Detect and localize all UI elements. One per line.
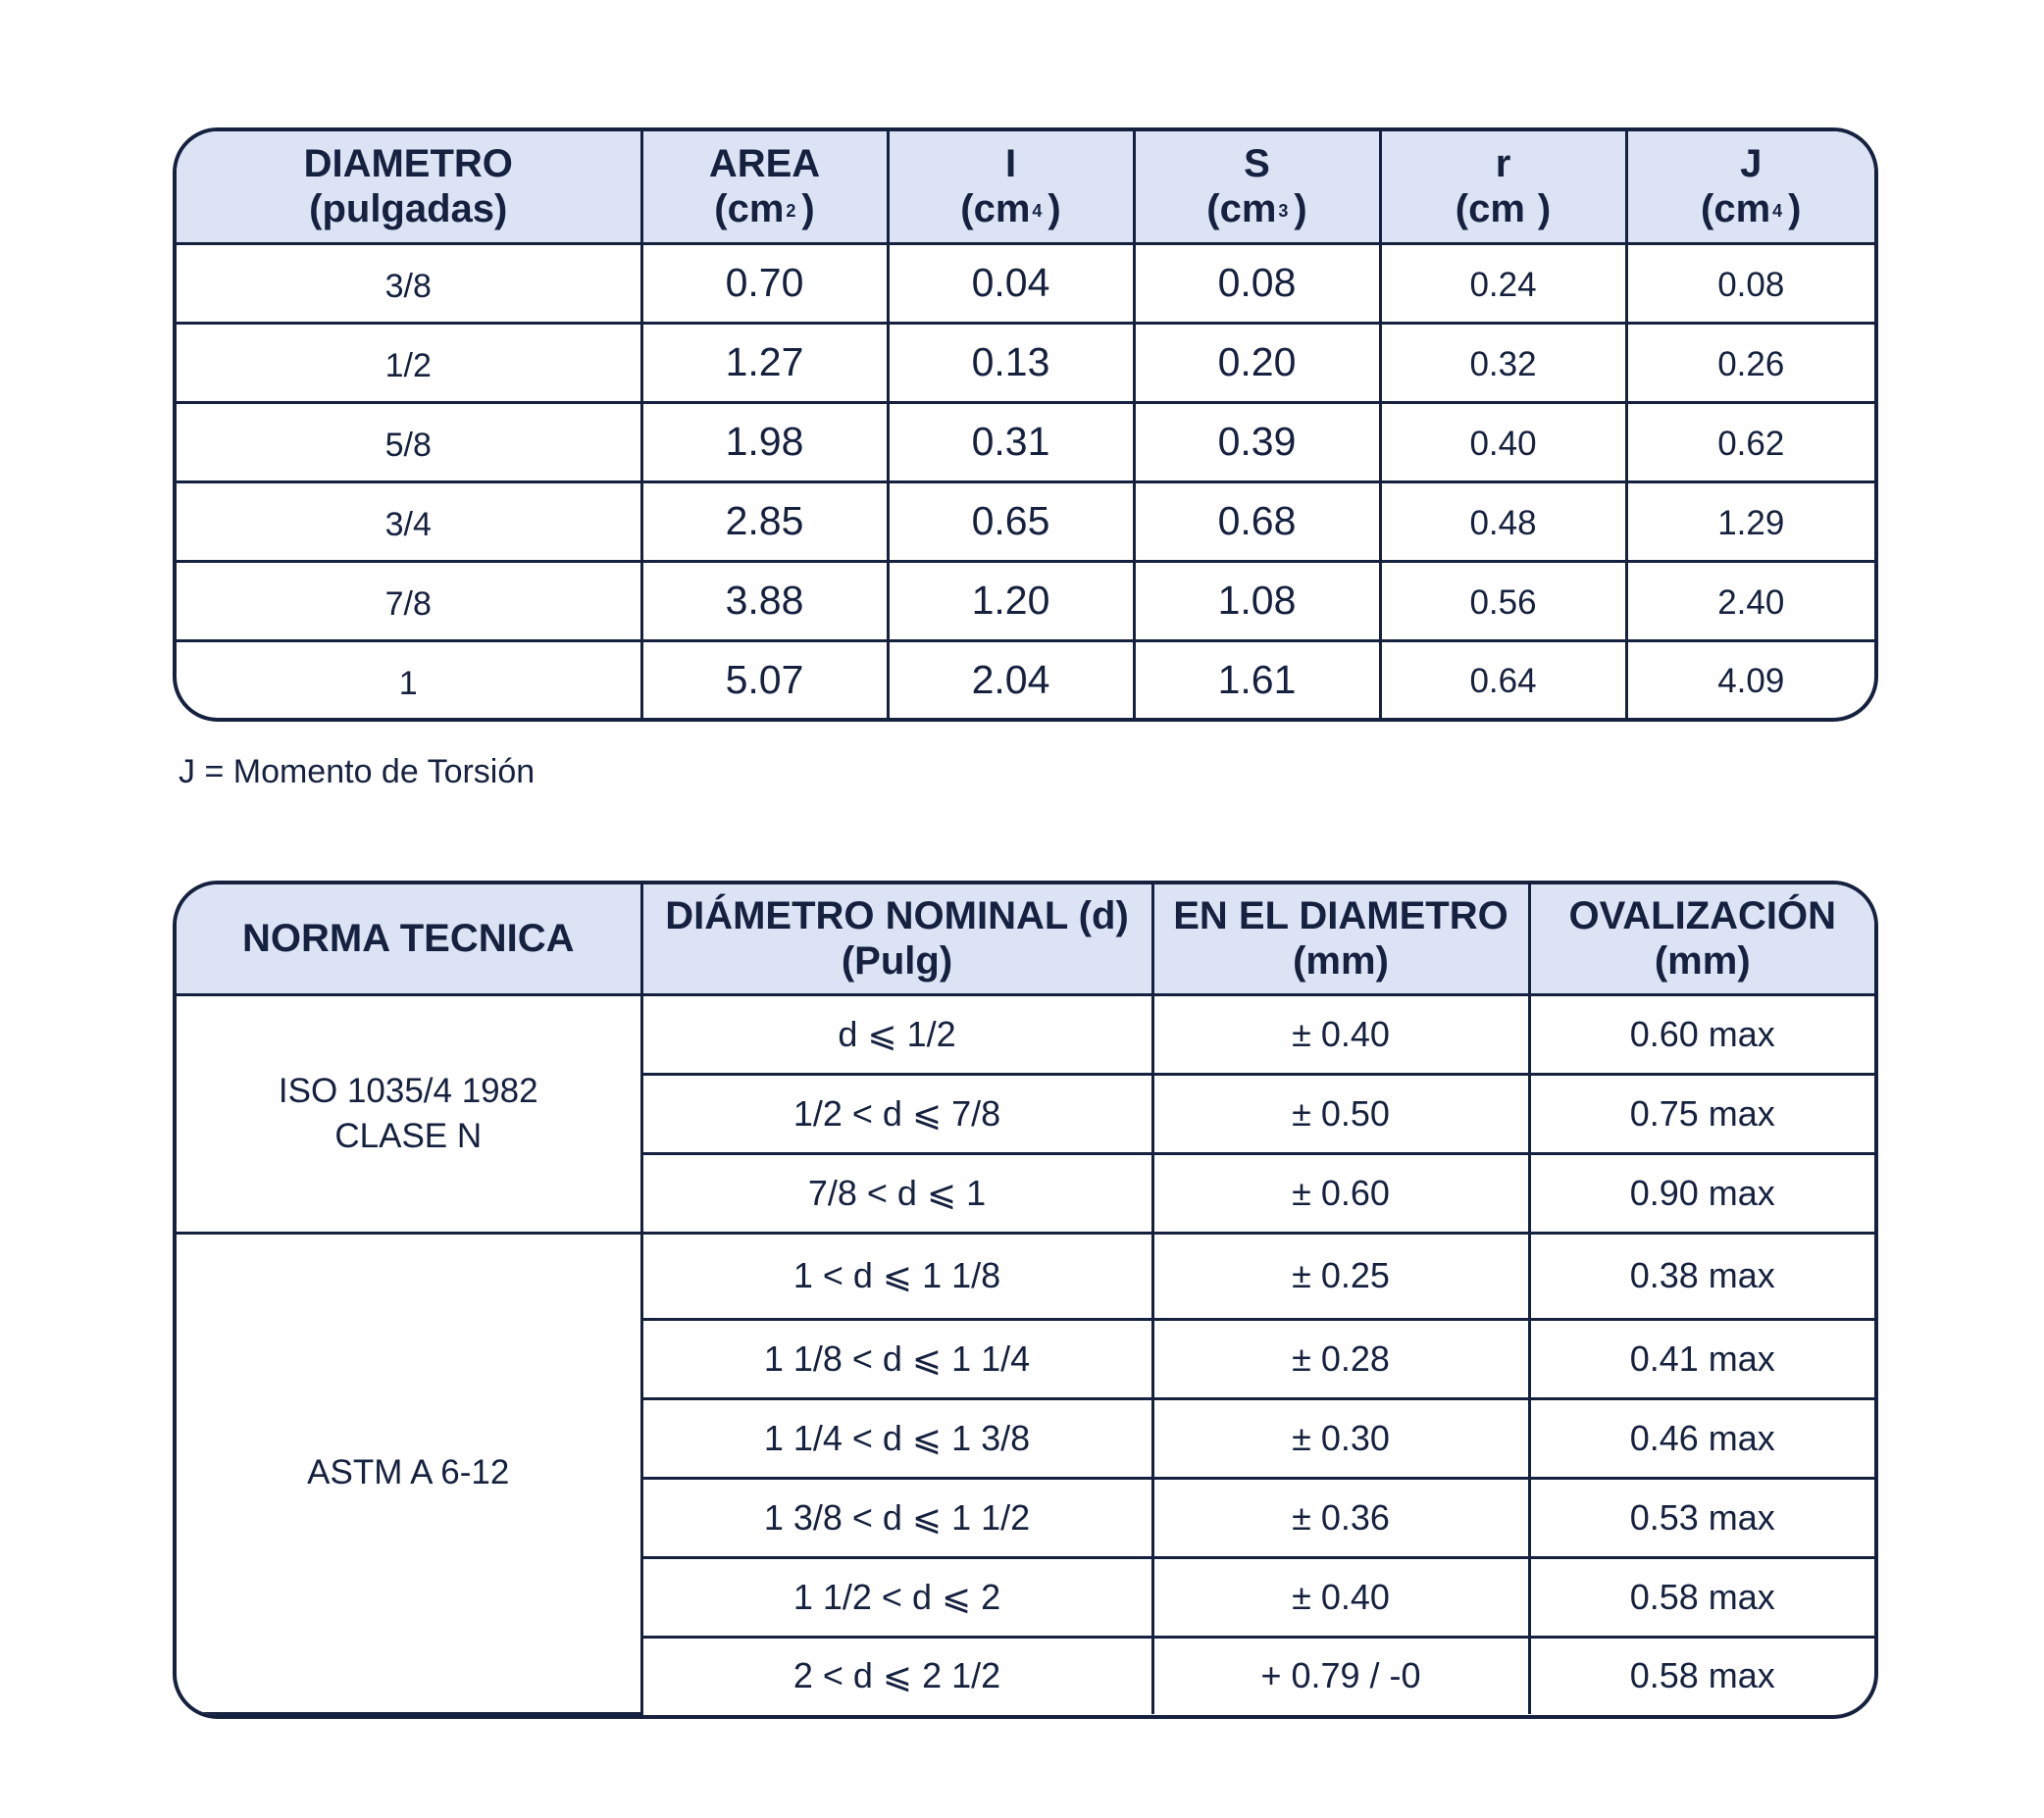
header-i: I (cm $^4$ ) <box>888 131 1134 243</box>
cell-diametro: 5/8 <box>177 402 641 481</box>
cell-ovalizacion: 0.46 max <box>1529 1398 1874 1478</box>
cell-diametro: 3/8 <box>177 243 641 323</box>
header-en-el-diametro: EN EL DIAMETRO (mm) <box>1152 884 1529 994</box>
header-diametro-nominal: DIÁMETRO NOMINAL (d) (Pulg) <box>641 884 1152 994</box>
cell-tolerancia: ± 0.50 <box>1152 1074 1529 1153</box>
tolerance-table <box>173 881 1878 1719</box>
cell-r: 0.24 <box>1380 243 1626 323</box>
cell-ovalizacion: 0.41 max <box>1529 1319 1874 1398</box>
header-ovalizacion: OVALIZACIÓN (mm) <box>1529 884 1874 994</box>
cell-s: 0.08 <box>1134 243 1380 323</box>
cell-diametro-nominal: 7/8 < d ⩽ 1 <box>641 1153 1152 1233</box>
cell-tolerancia: ± 0.25 <box>1152 1233 1529 1319</box>
cell-j: 0.26 <box>1626 323 1874 402</box>
norma-label: ISO 1035/4 1982 <box>278 1071 538 1110</box>
cell-diametro-nominal: 1 1/4 < d ⩽ 1 3/8 <box>641 1398 1152 1478</box>
header-norma-tecnica: NORMA TECNICA <box>177 884 641 994</box>
table-row <box>177 1233 1874 1319</box>
cell-tolerancia: ± 0.40 <box>1152 1557 1529 1637</box>
cell-diametro: 7/8 <box>177 561 641 640</box>
cell-j: 0.62 <box>1626 402 1874 481</box>
cell-tolerancia: ± 0.36 <box>1152 1478 1529 1557</box>
header-area: AREA (cm $^2$ ) <box>641 131 888 243</box>
cell-i: 0.31 <box>888 402 1134 481</box>
cell-r: 0.32 <box>1380 323 1626 402</box>
cell-i: 2.04 <box>888 640 1134 718</box>
cell-s: 0.68 <box>1134 481 1380 561</box>
cell-tolerancia: ± 0.40 <box>1152 994 1529 1074</box>
cell-s: 0.20 <box>1134 323 1380 402</box>
cell-diametro: 1 <box>177 640 641 718</box>
cell-diametro-nominal: 1 1/8 < d ⩽ 1 1/4 <box>641 1319 1152 1398</box>
table-row <box>177 481 1874 561</box>
torsion-note: J = Momento de Torsión <box>179 753 536 790</box>
norma-iso-cell <box>177 994 641 1233</box>
cell-diametro: 1/2 <box>177 323 641 402</box>
header-r: r (cm ) <box>1380 131 1626 243</box>
norma-class-label: CLASE N <box>334 1116 483 1155</box>
cell-r: 0.56 <box>1380 561 1626 640</box>
cell-ovalizacion: 0.53 max <box>1529 1478 1874 1557</box>
table-row <box>177 323 1874 402</box>
cell-area: 1.27 <box>641 323 888 402</box>
cell-area: 1.98 <box>641 402 888 481</box>
cell-i: 0.65 <box>888 481 1134 561</box>
header-s: S (cm $^3$ ) <box>1134 131 1380 243</box>
cell-i: 1.20 <box>888 561 1134 640</box>
cell-i: 0.13 <box>888 323 1134 402</box>
tolerance-header-row <box>177 884 1874 994</box>
cell-j: 1.29 <box>1626 481 1874 561</box>
cell-ovalizacion: 0.75 max <box>1529 1074 1874 1153</box>
cell-r: 0.48 <box>1380 481 1626 561</box>
header-diametro: DIAMETRO (pulgadas) <box>177 131 641 243</box>
cell-diametro-nominal: 1 < d ⩽ 1 1/8 <box>641 1233 1152 1319</box>
cell-tolerancia: + 0.79 / -0 <box>1152 1637 1529 1714</box>
cell-i: 0.04 <box>888 243 1134 323</box>
table-row <box>177 402 1874 481</box>
table-row <box>177 994 1874 1074</box>
table-row <box>177 640 1874 718</box>
cell-tolerancia: ± 0.28 <box>1152 1319 1529 1398</box>
cell-j: 0.08 <box>1626 243 1874 323</box>
cell-diametro-nominal: 1 3/8 < d ⩽ 1 1/2 <box>641 1478 1152 1557</box>
cell-diametro-nominal: 1/2 < d ⩽ 7/8 <box>641 1074 1152 1153</box>
cell-r: 0.40 <box>1380 402 1626 481</box>
properties-table <box>173 127 1878 722</box>
cell-tolerancia: ± 0.60 <box>1152 1153 1529 1233</box>
cell-j: 2.40 <box>1626 561 1874 640</box>
cell-s: 0.39 <box>1134 402 1380 481</box>
cell-ovalizacion: 0.58 max <box>1529 1557 1874 1637</box>
properties-header-row <box>177 131 1874 243</box>
cell-diametro: 3/4 <box>177 481 641 561</box>
cell-area: 0.70 <box>641 243 888 323</box>
cell-s: 1.61 <box>1134 640 1380 718</box>
cell-ovalizacion: 0.60 max <box>1529 994 1874 1074</box>
cell-diametro-nominal: 2 < d ⩽ 2 1/2 <box>641 1637 1152 1714</box>
cell-r: 0.64 <box>1380 640 1626 718</box>
cell-area: 5.07 <box>641 640 888 718</box>
cell-diametro-nominal: 1 1/2 < d ⩽ 2 <box>641 1557 1152 1637</box>
cell-tolerancia: ± 0.30 <box>1152 1398 1529 1478</box>
table-row <box>177 243 1874 323</box>
cell-ovalizacion: 0.90 max <box>1529 1153 1874 1233</box>
header-j: J (cm $^4$ ) <box>1626 131 1874 243</box>
cell-area: 2.85 <box>641 481 888 561</box>
cell-j: 4.09 <box>1717 662 1785 701</box>
cell-ovalizacion: 0.38 max <box>1529 1233 1874 1319</box>
cell-ovalizacion: 0.58 max <box>1629 1655 1775 1695</box>
cell-diametro-nominal: d ⩽ 1/2 <box>641 994 1152 1074</box>
cell-area: 3.88 <box>641 561 888 640</box>
cell-s: 1.08 <box>1134 561 1380 640</box>
norma-astm-cell: ASTM A 6-12 <box>177 1233 641 1714</box>
table-row <box>177 561 1874 640</box>
